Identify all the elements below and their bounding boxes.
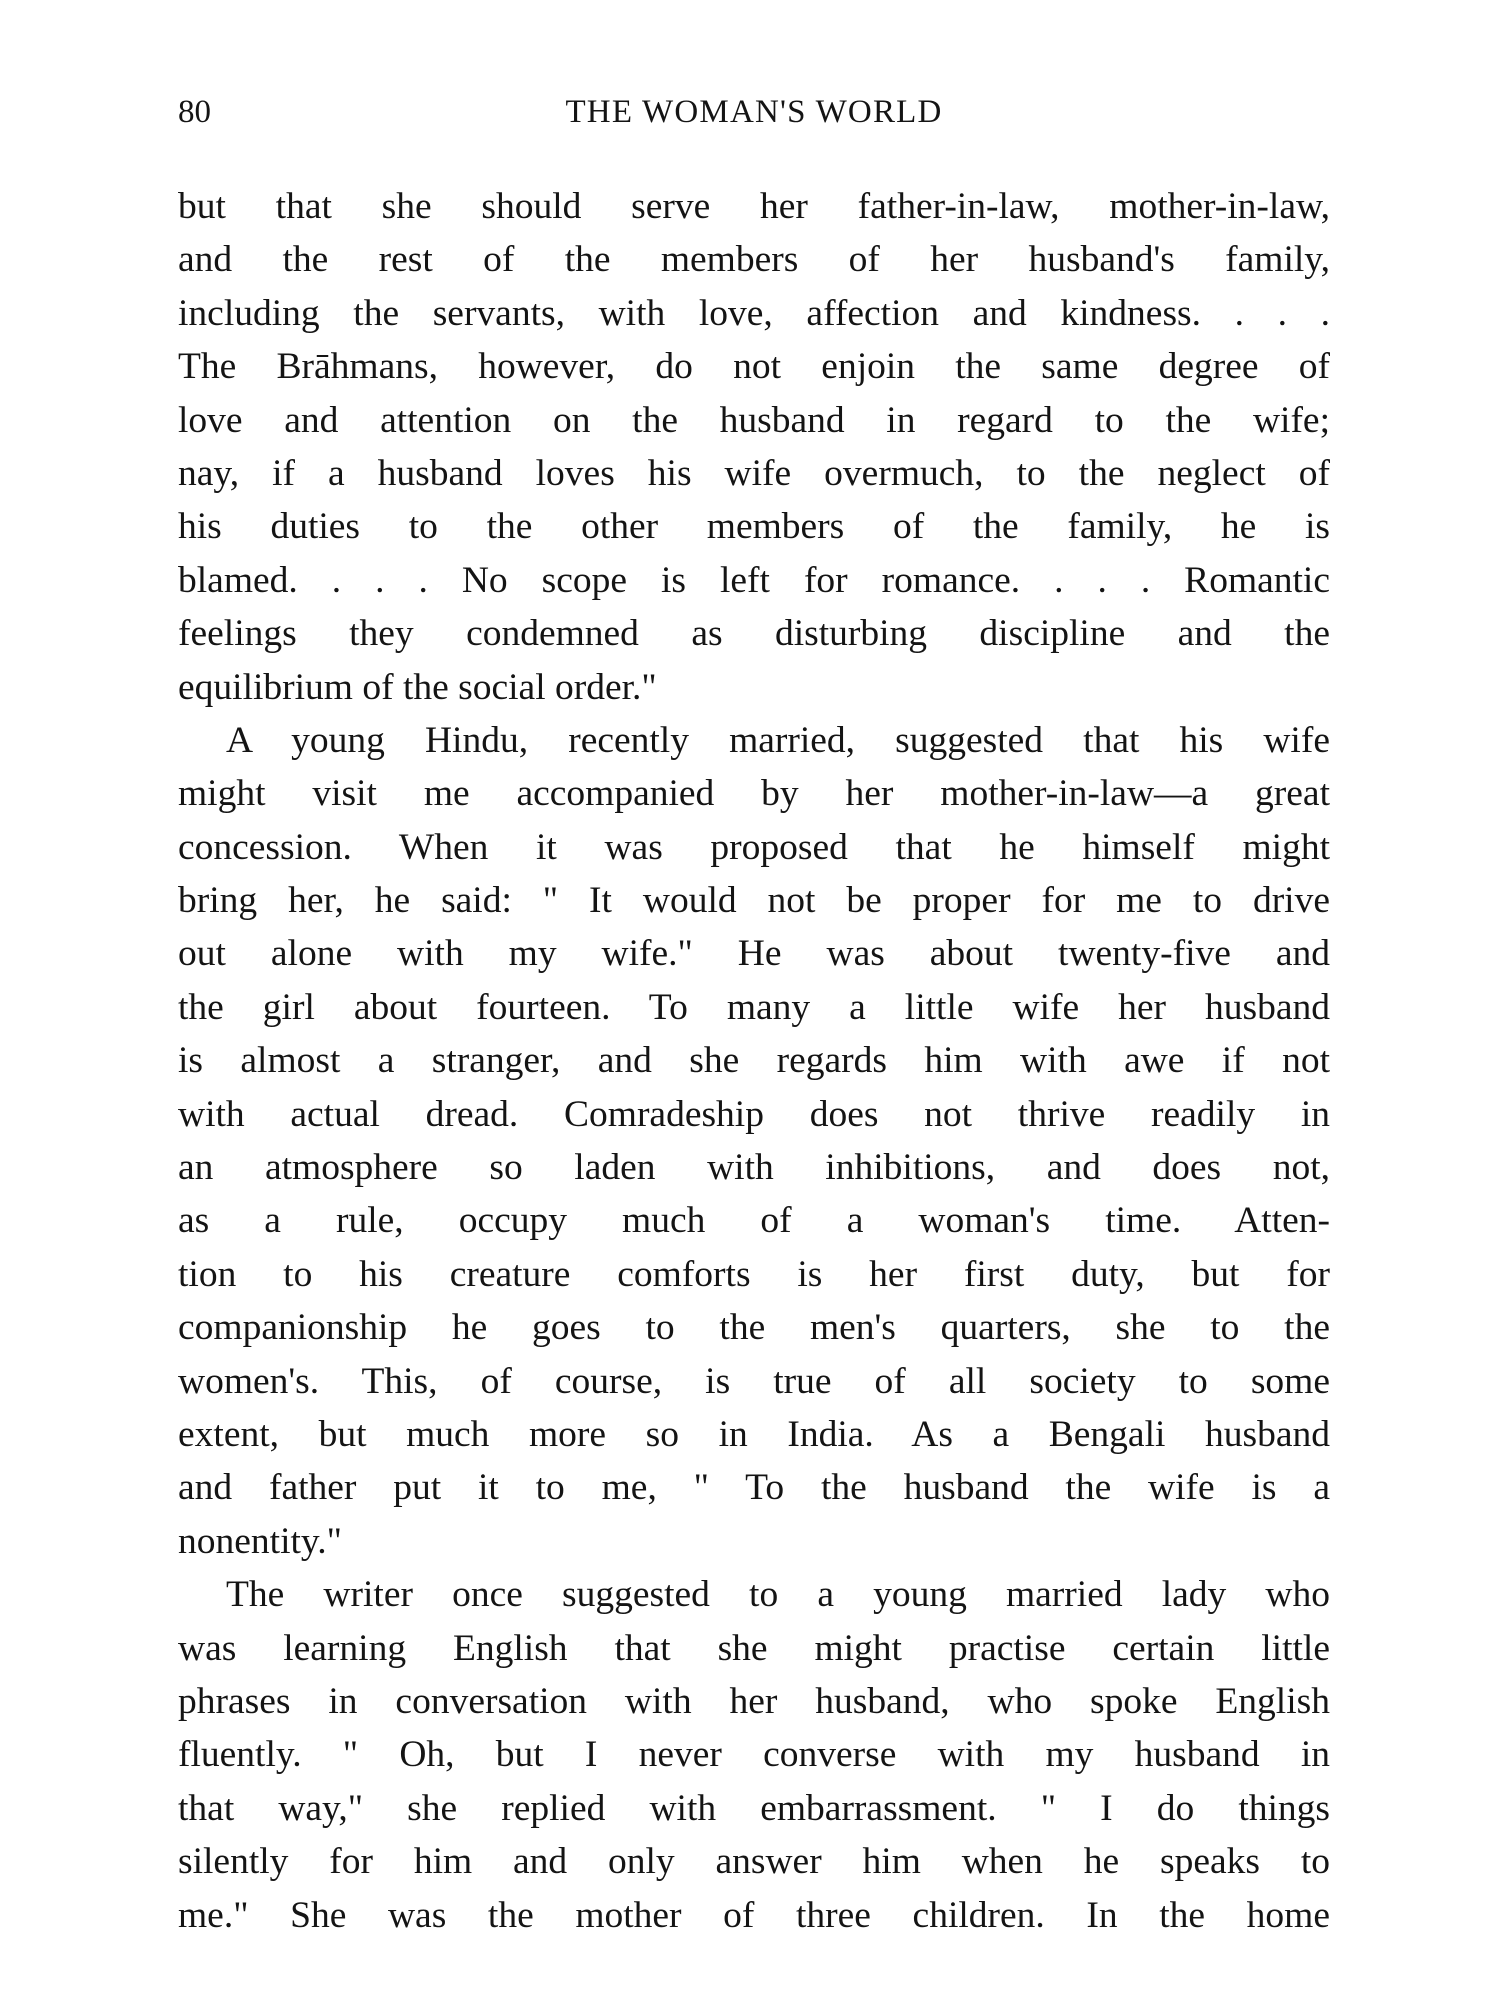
text-line: out alone with my wife." He was about twenty-five and xyxy=(178,933,1330,975)
text-line: phrases in conversation with her husband, who spoke English xyxy=(178,1680,1330,1722)
body-text xyxy=(178,180,1330,1942)
text-line: fluently. " Oh, but I never converse with my husband in xyxy=(178,1734,1330,1776)
text-line: bring her, he said: " It would not be proper for me to drive xyxy=(178,880,1330,922)
text-line: might visit me accompanied by her mother-in-law—a great xyxy=(178,773,1330,815)
text-line: and father put it to me, " To the husband the wife is a xyxy=(178,1467,1330,1509)
text-line: the girl about fourteen. To many a little wife her husband xyxy=(178,986,1330,1028)
text-line: concession. When it was proposed that he himself might xyxy=(178,826,1330,868)
paragraph-3 xyxy=(178,1568,1330,1942)
text-line: extent, but much more so in India. As a Bengali husband xyxy=(178,1413,1330,1455)
text-line: and the rest of the members of her husband's family, xyxy=(178,239,1330,281)
text-line: feelings they condemned as disturbing discipline and the xyxy=(178,613,1330,655)
text-line: The writer once suggested to a young married lady who xyxy=(226,1574,1330,1616)
text-line: including the servants, with love, affection and kindness. . . . xyxy=(178,292,1330,334)
text-line: silently for him and only answer him when he speaks to xyxy=(178,1841,1330,1883)
text-line: nay, if a husband loves his wife overmuch, to the neglect of xyxy=(178,452,1330,494)
text-line: an atmosphere so laden with inhibitions, and does not, xyxy=(178,1147,1330,1189)
text-line: women's. This, of course, is true of all society to some xyxy=(178,1360,1330,1402)
text-line: equilibrium of the social order." xyxy=(178,666,657,708)
text-line: with actual dread. Comradeship does not thrive readily in xyxy=(178,1093,1330,1135)
text-line: me." She was the mother of three children. In the home xyxy=(178,1894,1330,1936)
paragraph-1 xyxy=(178,180,1330,714)
text-line: love and attention on the husband in regard to the wife; xyxy=(178,399,1330,441)
page-number: 80 xyxy=(178,94,211,130)
text-line: tion to his creature comforts is her first duty, but for xyxy=(178,1253,1330,1295)
text-line: blamed. . . . No scope is left for romance. . . . Romantic xyxy=(178,559,1330,601)
text-line: that way," she replied with embarrassment. " I do things xyxy=(178,1787,1330,1829)
running-title: THE WOMAN'S WORLD xyxy=(565,94,943,130)
paragraph-2 xyxy=(178,714,1330,1568)
text-line: was learning English that she might practise certain little xyxy=(178,1627,1330,1669)
text-line: The Brāhmans, however, do not enjoin the same degree of xyxy=(178,346,1330,388)
text-line: as a rule, occupy much of a woman's time. Atten- xyxy=(178,1200,1330,1242)
page-header xyxy=(178,88,1330,136)
text-line: A young Hindu, recently married, suggested that his wife xyxy=(226,719,1330,761)
text-line: but that she should serve her father-in-law, mother-in-law, xyxy=(178,186,1330,227)
text-line: is almost a stranger, and she regards him with awe if not xyxy=(178,1040,1330,1082)
text-line: nonentity." xyxy=(178,1520,342,1562)
text-line: his duties to the other members of the family, he is xyxy=(178,506,1330,548)
text-line: companionship he goes to the men's quarters, she to the xyxy=(178,1307,1330,1349)
